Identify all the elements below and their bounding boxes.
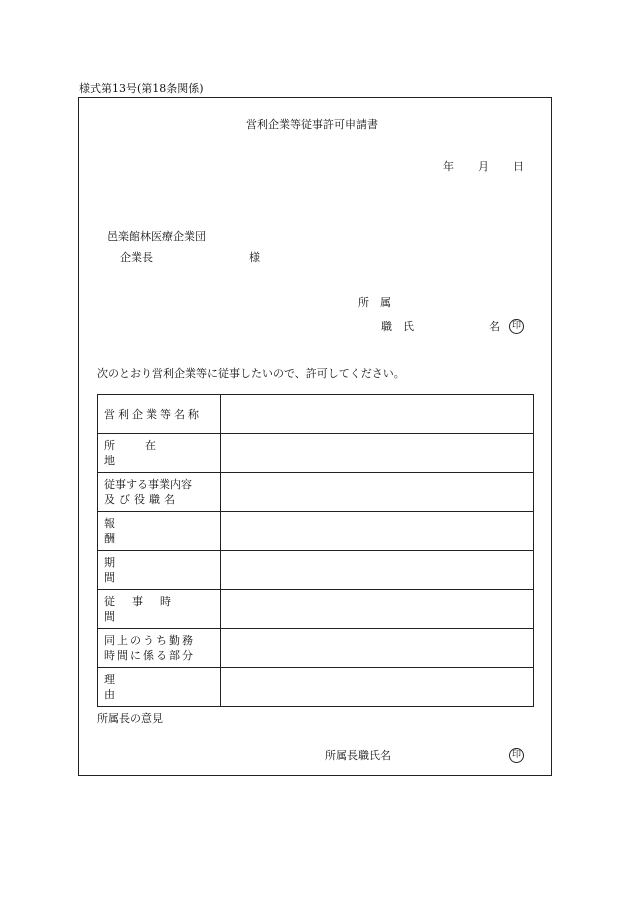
table-row: [98, 629, 534, 668]
row-value-cell[interactable]: [221, 395, 534, 434]
row-value-cell[interactable]: [221, 629, 534, 668]
name-label: 名: [489, 320, 500, 333]
supervisor-signature-label: 所属長職氏名: [325, 749, 391, 762]
date-year: 年: [443, 160, 454, 173]
row-value-cell[interactable]: [221, 512, 534, 551]
label-line: 及び役職名: [104, 493, 179, 506]
table-row: [98, 590, 534, 629]
row-label: [98, 395, 221, 434]
table-row: [98, 395, 534, 434]
table-row: [98, 512, 534, 551]
row-label: [98, 629, 221, 668]
label-line: 営利企業等名称: [104, 407, 202, 421]
table-row: [98, 434, 534, 473]
label-line: 所在地: [104, 439, 186, 467]
date-line: [443, 160, 524, 174]
date-day: 日: [513, 160, 524, 173]
addressee-org: 邑楽館林医療企業団: [107, 230, 206, 243]
row-value-cell[interactable]: [221, 473, 534, 512]
label-line: 期間: [104, 556, 191, 584]
form-number: 様式第13号(第18条関係): [79, 82, 204, 95]
row-value-cell[interactable]: [221, 590, 534, 629]
row-value-cell[interactable]: [221, 551, 534, 590]
row-label: [98, 434, 221, 473]
label-line: 理由: [104, 673, 191, 701]
label-line: 同上のうち勤務: [104, 634, 195, 647]
label-line: 従事時間: [104, 595, 188, 623]
label-line: 報酬: [104, 517, 191, 545]
row-value-cell[interactable]: [221, 668, 534, 707]
addressee-position: 企業長: [120, 251, 153, 264]
date-month: 月: [478, 160, 489, 173]
table-row: [98, 551, 534, 590]
request-text: 次のとおり営利企業等に従事したいので、許可してください。: [97, 367, 405, 380]
row-label: [98, 590, 221, 629]
applicant-seal-icon: 印: [509, 319, 524, 334]
affiliation-label: 所 属: [358, 296, 391, 309]
form-title: 営利企業等従事許可申請書: [246, 118, 378, 131]
job-title-label: 職 氏: [381, 320, 414, 333]
details-table: [97, 394, 534, 707]
supervisor-opinion-label: 所属長の意見: [97, 712, 163, 725]
table-row: [98, 668, 534, 707]
row-label: [98, 512, 221, 551]
addressee-honorific: 様: [249, 251, 260, 264]
supervisor-seal-icon: 印: [509, 748, 524, 763]
table-row: [98, 473, 534, 512]
row-value-cell[interactable]: [221, 434, 534, 473]
label-line: 従事する事業内容: [104, 478, 192, 491]
row-label: [98, 473, 221, 512]
row-label: [98, 551, 221, 590]
label-line: 時間に係る部分: [104, 649, 195, 662]
row-label: [98, 668, 221, 707]
